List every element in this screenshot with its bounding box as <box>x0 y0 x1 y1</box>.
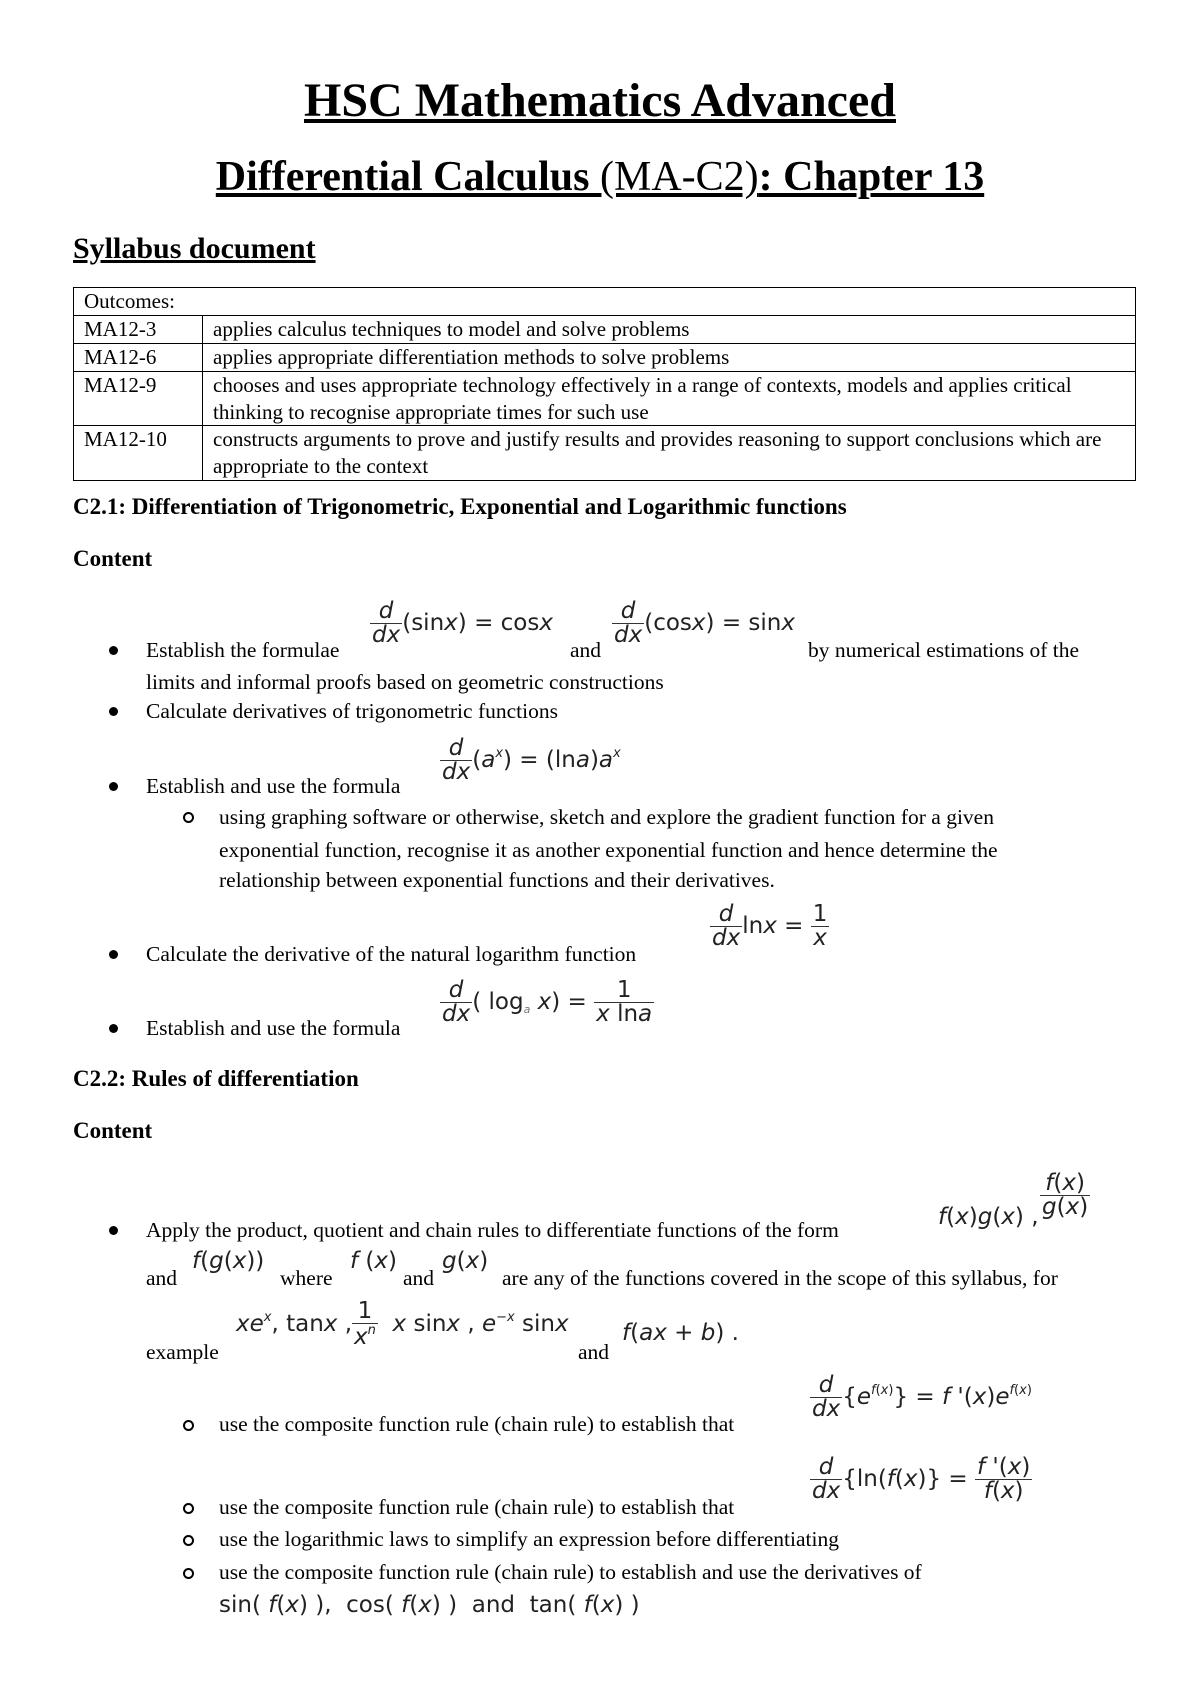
outcome-text: applies appropriate differentiation methods to solve problems <box>203 343 1136 371</box>
content-label: Content <box>73 546 153 571</box>
outcome-text: constructs arguments to prove and justify results and provides reasoning to support conclusions which are appropriate to the context <box>203 426 1136 481</box>
formula-examples: $xe^x$, tanx , $\frac{1}{x^n}$ x sinx , $e^{-x}$ sinx <box>236 1298 569 1350</box>
outcome-code: MA12-9 <box>74 371 203 426</box>
document-title: HSC Mathematics Advanced <box>304 74 896 127</box>
formula-gx: g(x) <box>442 1248 489 1274</box>
bullet-text: using graphing software or otherwise, sketch and explore the gradient function for a given <box>219 805 994 829</box>
and-word: and <box>471 1592 516 1618</box>
formula-fax-b: f(ax + b) . <box>622 1320 739 1346</box>
bullet-text: and <box>403 1266 435 1290</box>
formula-fgx: f(g(x)) <box>192 1248 265 1274</box>
table-row <box>74 288 1136 316</box>
bullet <box>109 1024 118 1033</box>
formula-dcos: $\frac{d}{dx}$ (cosx) = sinx <box>614 598 795 648</box>
outcomes-table <box>73 287 1136 481</box>
formula-dlnx: $\frac{d}{dx}$ lnx = $\frac{1}{x}$ <box>712 901 828 951</box>
outcome-text: chooses and uses appropriate technology effectively in a range of contexts, models and applies critical thinking to recognise appropriate times for such use <box>203 371 1136 426</box>
bullet <box>109 1226 118 1235</box>
bullet <box>109 707 118 716</box>
bullet-text: use the logarithmic laws to simplify an expression before differentiating <box>219 1527 839 1551</box>
outcome-text: applies calculus techniques to model and solve problems <box>203 315 1136 343</box>
bullet-text: Establish and use the formula <box>146 774 401 798</box>
outcome-code: MA12-10 <box>74 426 203 481</box>
bullet-text: use the composite function rule (chain rule) to establish that <box>219 1495 735 1519</box>
sub-bullet <box>183 1503 194 1514</box>
table-row <box>74 371 1136 426</box>
bullet-text: are any of the functions covered in the scope of this syllabus, for <box>502 1266 1058 1290</box>
outcomes-header: Outcomes: <box>74 288 1136 316</box>
bullet-text: where <box>280 1266 333 1290</box>
section-heading-c22: C2.2: Rules of differentiation <box>73 1066 359 1091</box>
content-label: Content <box>73 1118 153 1143</box>
formula-fxgx: f(x)g(x) , <box>938 1204 1039 1230</box>
sub-bullet <box>183 1568 194 1579</box>
bullet-text: use the composite function rule (chain rule) to establish that <box>219 1412 735 1436</box>
sub-bullet <box>183 1420 194 1431</box>
bullet-text: use the composite function rule (chain rule) to establish and use the derivatives of <box>219 1560 922 1584</box>
bullet-text: and <box>146 1266 178 1290</box>
bullet-text: relationship between exponential functions and their derivatives. <box>219 868 775 892</box>
document-subtitle <box>0 152 1200 202</box>
subtitle-part1: Differential Calculus <box>215 154 600 200</box>
bullet <box>109 782 118 791</box>
bullet <box>109 646 118 655</box>
bullet-text: by numerical estimations of the <box>808 638 1080 662</box>
subtitle-part2: : Chapter 13 <box>758 154 985 200</box>
outcome-code: MA12-6 <box>74 343 203 371</box>
formula-d-exp-f: $\frac{d}{dx}$ $\{e^{f(x)}\} = f$ '$(x)e^{f(x)}$ <box>812 1372 1032 1422</box>
sub-bullet <box>183 1535 194 1546</box>
subtitle-code: (MA-C2) <box>600 154 759 200</box>
formula-fx: f (x) <box>350 1248 398 1274</box>
bullet-text: and <box>570 638 602 662</box>
bullet-text: Calculate the derivative of the natural logarithm function <box>146 942 637 966</box>
bullet-text: exponential function, recognise it as another exponential function and hence determine the <box>219 838 998 862</box>
table-row <box>74 315 1136 343</box>
section-heading-c21: C2.1: Differentiation of Trigonometric, Exponential and Logarithmic functions <box>73 494 847 519</box>
formula-fx-over-gx: $\frac{f(x)}{g(x)}$ <box>1042 1170 1089 1220</box>
bullet-text: Calculate derivatives of trigonometric functions <box>146 699 558 723</box>
bullet-text: and <box>578 1340 610 1364</box>
formula-d-ln-f: $\frac{d}{dx}$ {ln(f(x)} = $\frac{f '(x)}{f(x)}$ <box>812 1454 1031 1504</box>
bullet-text: Apply the product, quotient and chain rules to differentiate functions of the form <box>146 1218 839 1242</box>
outcome-code: MA12-3 <box>74 315 203 343</box>
bullet-text: example <box>146 1340 219 1364</box>
table-row <box>74 426 1136 481</box>
sub-bullet <box>183 812 194 823</box>
bullet <box>109 950 118 959</box>
syllabus-heading: Syllabus document <box>73 232 316 265</box>
bullet-text: Establish the formulae <box>146 638 340 662</box>
formula-dlog: $\frac{d}{dx}$ ( $\log_a x$) = $\frac{1}{\text{x lna}}$ <box>442 977 653 1027</box>
bullet-text: limits and informal proofs based on geometric constructions <box>146 670 664 694</box>
formula-dsin: $\frac{d}{dx}$ (sinx) = cosx <box>372 598 553 648</box>
formula-dax: $\frac{d}{dx}$ $(a^x) = (\ln a)a^x$ <box>442 735 621 785</box>
formula-trig-composite: sin( f(x) ), cos( f(x) ) and tan( f(x) ) <box>219 1592 640 1618</box>
table-row <box>74 343 1136 371</box>
bullet-text: Establish and use the formula <box>146 1016 401 1040</box>
